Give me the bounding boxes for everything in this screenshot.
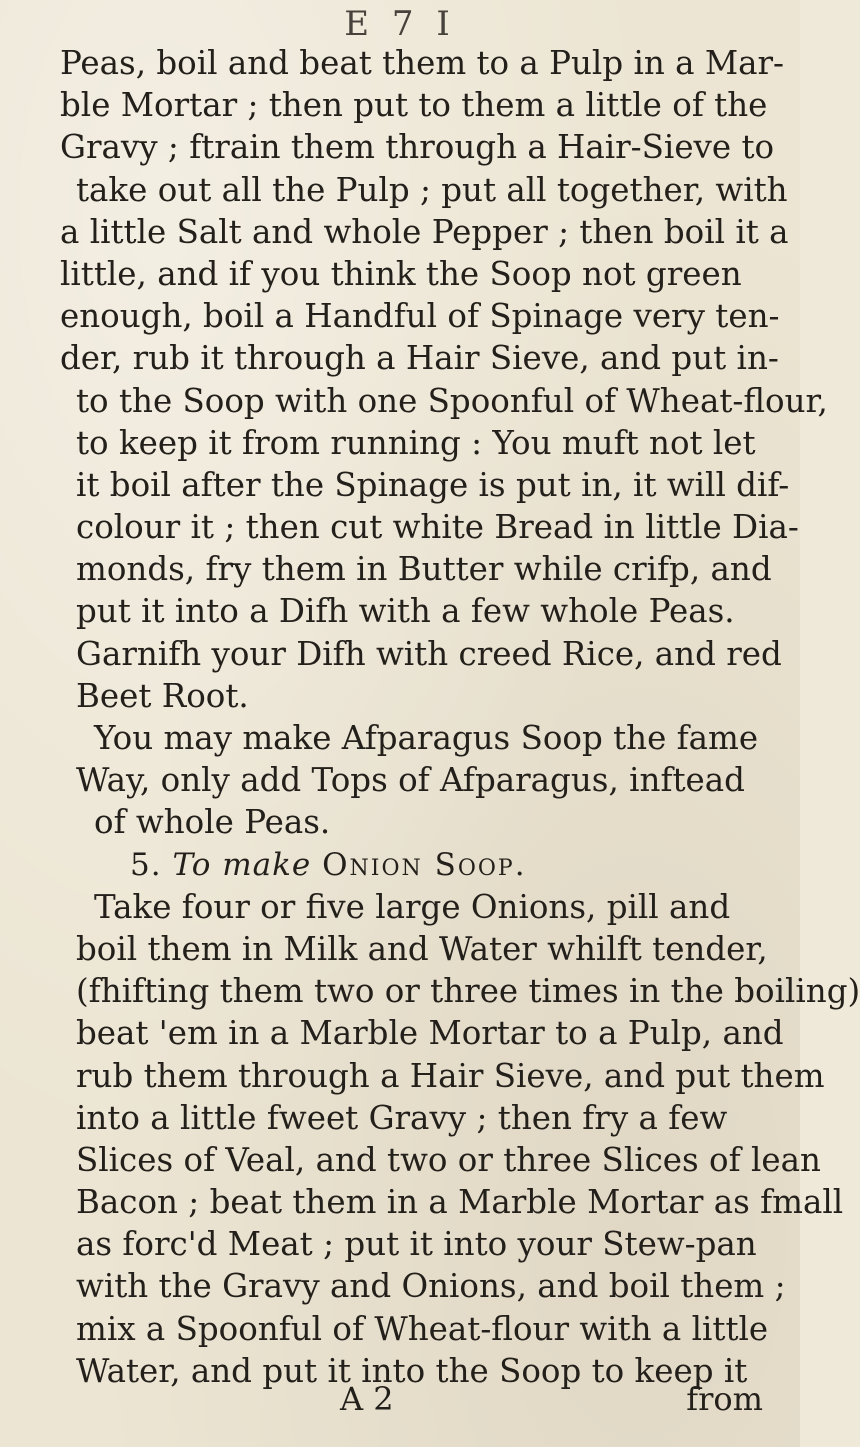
section-heading: [60, 844, 775, 886]
text-line: into a little fweet Gravy ; then fry a few: [76, 1098, 728, 1137]
text-line: beat 'em in a Marble Mortar to a Pulp, and: [76, 1014, 784, 1053]
text-line: with the Gravy and Onions, and boil them ;: [76, 1267, 786, 1306]
text-line: enough, boil a Handful of Spinage very ten-: [60, 297, 780, 336]
heading-number: 5.: [130, 846, 162, 883]
text-line: Way, only add Tops of Afparagus, inftead: [76, 761, 745, 800]
text-line: Beet Root.: [76, 676, 249, 715]
text-line: boil them in Milk and Water whilft tender,: [76, 929, 768, 968]
text-line: take out all the Pulp ; put all together, with: [76, 170, 788, 209]
text-line: to keep it from running : You muft not let: [76, 423, 756, 462]
text-line: little, and if you think the Soop not green: [60, 254, 742, 293]
text-line: it boil after the Spinage is put in, it will dif-: [76, 465, 790, 504]
heading-title: Onion Soop.: [322, 846, 527, 883]
text-line: of whole Peas.: [94, 803, 331, 842]
text-line: You may make Afparagus Soop the fame: [94, 719, 759, 757]
text-line: Water, and put it into the Soop to keep it: [76, 1351, 748, 1390]
catchword: from: [686, 1380, 763, 1418]
text-line: colour it ; then cut white Bread in little Dia-: [76, 508, 799, 547]
text-line: rub them through a Hair Sieve, and put them: [76, 1056, 825, 1095]
text-line: Bacon ; beat them in a Marble Mortar as fmall: [76, 1183, 844, 1222]
text-line: ble Mortar ; then put to them a little of the: [60, 86, 768, 125]
text-line: Garnifh your Difh with creed Rice, and red: [76, 634, 782, 673]
text-line: monds, fry them in Butter while crifp, and: [76, 550, 772, 589]
page-footer: [60, 1380, 775, 1422]
text-line: der, rub it through a Hair Sieve, and put in-: [60, 339, 779, 378]
text-line: (fhifting them two or three times in the boiling): [76, 972, 860, 1011]
text-line: a little Salt and whole Pepper ; then boil it a: [60, 212, 789, 251]
text-line: Peas, boil and beat them to a Pulp in a Mar-: [60, 44, 784, 82]
signature-mark: A 2: [340, 1380, 394, 1418]
text-line: to the Soop with one Spoonful of Wheat-flour,: [76, 381, 828, 420]
text-line: put it into a Difh with a few whole Peas.: [76, 592, 735, 631]
page-header: E 7 I: [344, 4, 456, 44]
text-line: as forc'd Meat ; put it into your Stew-pan: [76, 1225, 757, 1264]
text-line: Slices of Veal, and two or three Slices of lean: [76, 1140, 821, 1179]
text-line: Gravy ; ftrain them through a Hair-Sieve to: [60, 128, 775, 167]
heading-italic: To make: [172, 846, 312, 883]
text-line: Take four or five large Onions, pill and: [94, 887, 731, 926]
page-text: [60, 42, 860, 1392]
text-line: mix a Spoonful of Wheat-flour with a little: [76, 1309, 769, 1348]
